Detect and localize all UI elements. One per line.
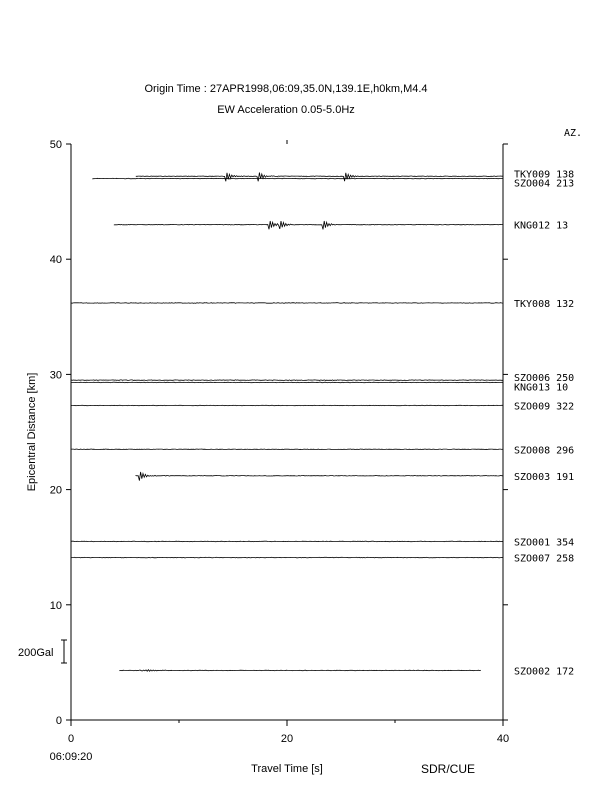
azimuth-header: AZ.: [564, 128, 583, 139]
trace-szo002: [120, 670, 481, 672]
station-labels: [514, 169, 574, 677]
station-label-kng013: [514, 382, 568, 393]
y-tick-label: 0: [55, 715, 62, 727]
station-name: TKY009: [514, 169, 551, 181]
y-tick-label: 20: [49, 484, 62, 497]
trace-szo007: [71, 557, 503, 558]
y-tick-label: 30: [49, 369, 62, 382]
station-azimuth: 354: [556, 537, 575, 549]
station-name: SZO009: [514, 401, 551, 413]
scale-bar-label: 200Gal: [18, 647, 54, 659]
x-tick-label: 0: [67, 733, 75, 745]
seismogram-traces: [71, 173, 503, 672]
trace-line: [120, 670, 481, 672]
station-name: SZO002: [514, 666, 551, 678]
trace-tky008: [71, 303, 503, 304]
station-label-szo007: [514, 554, 574, 565]
station-name: SZO008: [514, 445, 551, 457]
x-axis-label: Travel Time [s]: [251, 763, 323, 775]
station-label-szo001: [514, 537, 574, 548]
scale-bar: [18, 640, 67, 663]
y-axis-label: Epicentral Distance [km]: [26, 372, 38, 492]
x-tick-label: 20: [280, 733, 294, 745]
station-azimuth: 322: [556, 401, 575, 413]
trace-line: [93, 178, 503, 179]
trace-szo004: [93, 178, 503, 179]
station-label-szo008: [514, 445, 574, 456]
trace-line: [71, 380, 503, 381]
plot-frame: [71, 144, 503, 720]
station-label-kng012: [514, 221, 568, 232]
trace-tky009: [136, 173, 503, 182]
station-name: SZO004: [514, 178, 551, 190]
trace-kng012: [114, 221, 503, 229]
station-name: SZO003: [514, 471, 551, 483]
station-label-szo002: [514, 666, 574, 677]
trace-line: [71, 557, 503, 558]
station-azimuth: 296: [556, 445, 575, 457]
station-azimuth: 191: [556, 471, 575, 483]
y-tick-label: 10: [49, 599, 62, 612]
trace-szo001: [71, 541, 503, 542]
station-label-szo004: [514, 179, 574, 190]
trace-szo008: [71, 449, 503, 450]
start-time-label: 06:09:20: [49, 751, 93, 763]
station-name: SZO001: [514, 537, 551, 549]
station-azimuth: 250: [556, 373, 575, 385]
x-axis: [68, 140, 509, 745]
station-name: KNG012: [514, 220, 551, 232]
station-azimuth: 10: [556, 382, 569, 394]
trace-kng013: [71, 382, 503, 383]
y-tick-label: 50: [49, 139, 62, 151]
trace-line: [71, 303, 503, 304]
station-name: KNG013: [514, 382, 551, 394]
chart-subtitle: EW Acceleration 0.05-5.0Hz: [217, 104, 355, 116]
trace-line: [71, 541, 503, 542]
station-name: TKY008: [514, 298, 551, 310]
station-azimuth: 132: [556, 298, 575, 310]
x-tick-label: 40: [496, 733, 510, 745]
trace-line: [71, 449, 503, 450]
trace-line: [71, 382, 503, 383]
station-label-tky008: [514, 299, 574, 310]
station-label-szo009: [514, 402, 574, 413]
station-azimuth: 172: [556, 666, 575, 678]
station-azimuth: 213: [556, 178, 575, 190]
station-azimuth: 258: [556, 553, 575, 565]
trace-szo006: [71, 380, 503, 381]
station-name: SZO006: [514, 373, 551, 385]
station-label-szo003: [514, 472, 574, 483]
station-azimuth: 13: [556, 220, 569, 232]
trace-line: [136, 472, 503, 481]
station-name: SZO007: [514, 553, 551, 565]
trace-line: [136, 173, 503, 182]
station-azimuth: 138: [556, 169, 575, 181]
trace-szo003: [136, 472, 503, 481]
y-tick-label: 40: [49, 254, 62, 267]
credit-label: SDR/CUE: [420, 762, 476, 776]
chart-title: Origin Time : 27APR1998,06:09,35.0N,139.1E,h0km,M4.4: [144, 83, 428, 95]
trace-line: [114, 221, 503, 229]
